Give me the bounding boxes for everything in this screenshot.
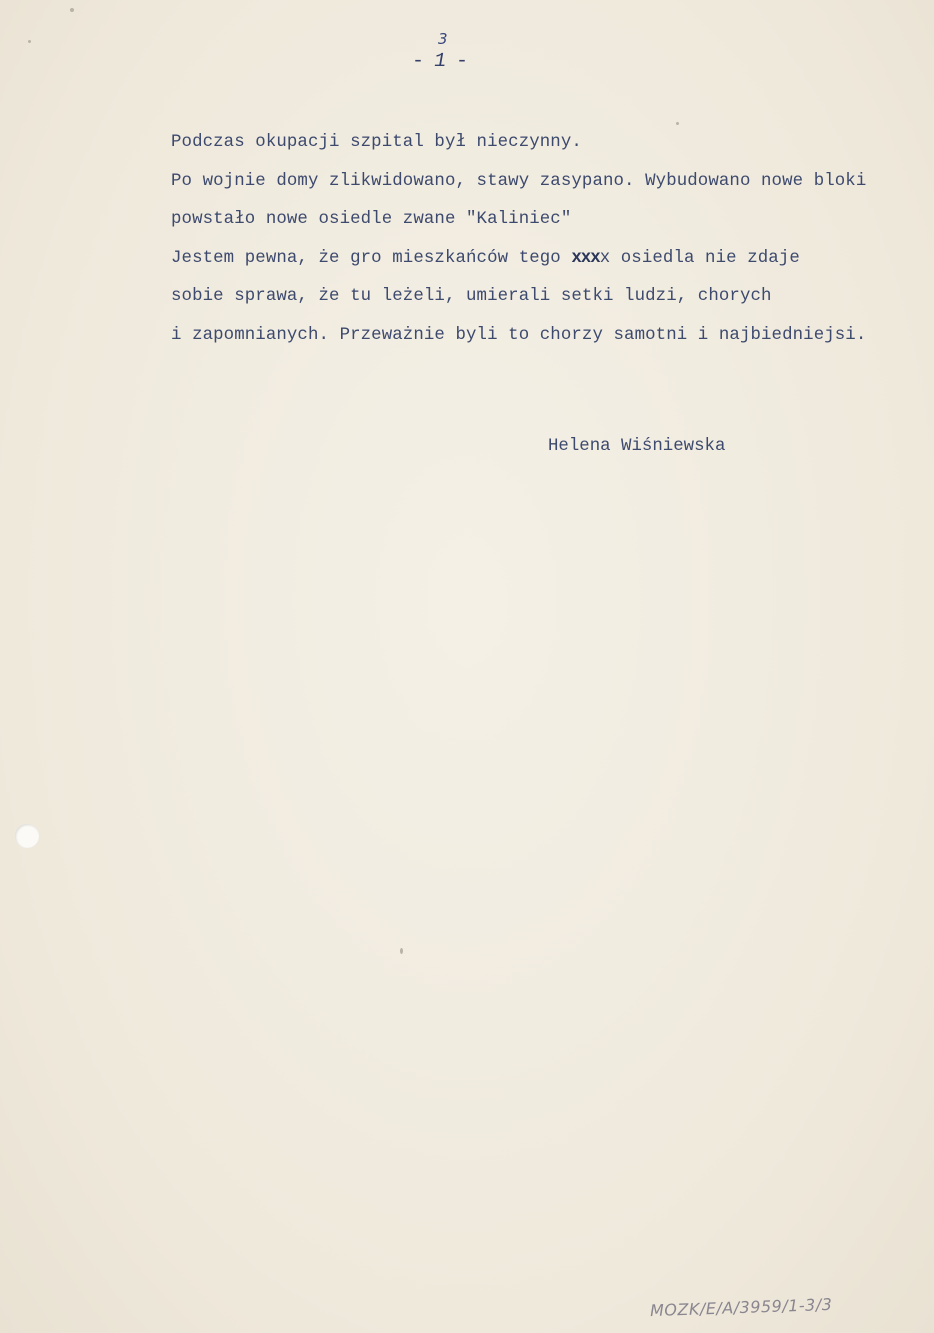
signature-name: Helena Wiśniewska (548, 437, 726, 456)
page-number-dash-left: - (412, 50, 425, 73)
paper-speck (676, 122, 679, 125)
page-number-handwritten-digit: 3 (438, 30, 448, 48)
text-line-3: powstało nowe osiedle zwane "Kaliniec" (171, 210, 572, 230)
text-line-4 (171, 240, 931, 279)
text-line-4-before: Jestem pewna, że gro mieszkańców tego (171, 248, 572, 268)
punch-hole (15, 824, 39, 848)
page-number-struck-digit: 1 (431, 50, 449, 73)
struck-out-text: xxx (571, 248, 600, 268)
typed-body-text (171, 124, 931, 356)
text-line-6: i zapomnianych. Przeważnie byli to chorzy samotni i najbiedniejsi. (171, 325, 867, 345)
page-number-dash-right: - (456, 50, 469, 73)
paper-speck (70, 8, 74, 12)
paper-speck (400, 948, 403, 954)
text-line-1: Podczas okupacji szpital był nieczynny. (171, 133, 582, 152)
paper-speck (28, 40, 31, 43)
archive-reference-mark: MOZK/E/A/3959/1-3/3 (649, 1294, 833, 1321)
text-line-5: sobie sprawa, że tu leżeli, umierali setki ludzi, chorych (171, 287, 772, 307)
page-number (412, 30, 474, 80)
text-line-2: Po wojnie domy zlikwidowano, stawy zasypano. Wybudowano nowe bloki (171, 171, 867, 191)
text-line-4-after: x osiedla nie zdaje (599, 248, 800, 268)
